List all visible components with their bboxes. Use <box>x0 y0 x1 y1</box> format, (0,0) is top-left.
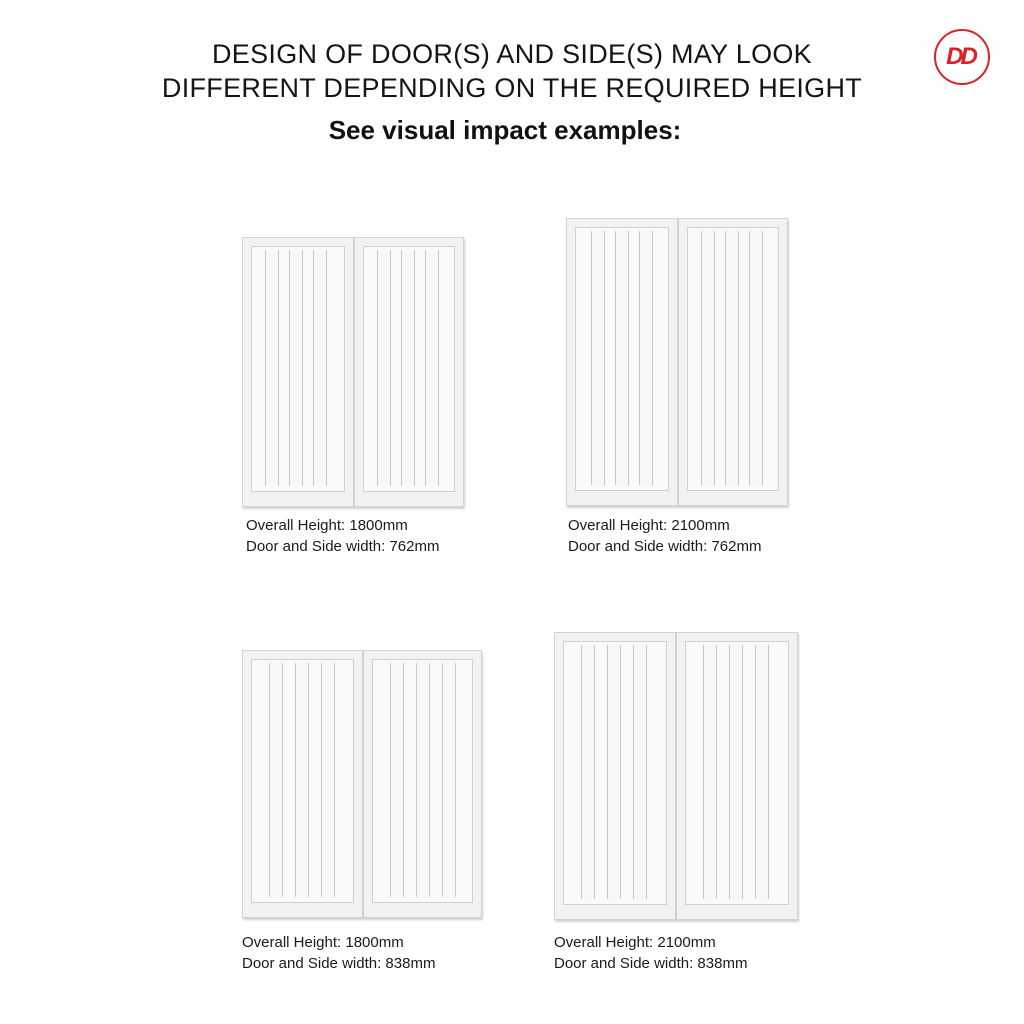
glazing-bar <box>313 250 327 486</box>
glazing-bar <box>755 645 769 899</box>
glazing-bar <box>749 231 763 485</box>
glazing-bar <box>615 231 629 485</box>
side-panel <box>678 218 788 506</box>
door-panel <box>242 237 354 507</box>
glazing-bar <box>265 250 279 486</box>
width-label: Door and Side width: 838mm <box>242 955 436 972</box>
logo-text: DD <box>946 43 975 70</box>
door-set-1800-762 <box>242 237 464 507</box>
glazing-bar <box>425 250 439 486</box>
glazing-bar <box>639 231 653 485</box>
brand-logo <box>934 29 990 85</box>
glazing-bar <box>321 663 335 897</box>
width-label: Door and Side width: 838mm <box>554 955 748 972</box>
glazing-bar <box>725 231 739 485</box>
side-panel <box>363 650 482 918</box>
door-set-2100-838 <box>554 632 798 920</box>
glazing-bar <box>390 663 404 897</box>
glazing-bar <box>633 645 647 899</box>
headline-line-1: DESIGN OF DOOR(S) AND SIDE(S) MAY LOOK <box>212 39 812 69</box>
width-label: Door and Side width: 762mm <box>568 538 762 555</box>
door-set-1800-838 <box>242 650 482 918</box>
glazing-bar <box>591 231 605 485</box>
door-set-2100-762 <box>566 218 788 506</box>
door-panel <box>554 632 676 920</box>
glazing-bar <box>289 250 303 486</box>
glazing-bar <box>442 663 456 897</box>
headline-line-2: DIFFERENT DEPENDING ON THE REQUIRED HEIGHT <box>161 73 863 103</box>
side-panel <box>354 237 464 507</box>
height-label: Overall Height: 2100mm <box>568 517 730 534</box>
side-panel <box>676 632 798 920</box>
subtitle: See visual impact examples: <box>328 115 682 145</box>
glazing-bar <box>607 645 621 899</box>
example-caption-4 <box>554 932 747 974</box>
glazing-bar <box>295 663 309 897</box>
example-caption-2 <box>568 515 761 557</box>
height-label: Overall Height: 1800mm <box>242 934 404 951</box>
glazing-bar <box>401 250 415 486</box>
glazing-bar <box>416 663 430 897</box>
example-caption-1 <box>246 515 439 557</box>
glazing-bar <box>377 250 391 486</box>
glazing-bar <box>729 645 743 899</box>
width-label: Door and Side width: 762mm <box>246 538 440 555</box>
glazing-bar <box>269 663 283 897</box>
example-caption-3 <box>242 932 435 974</box>
door-panel <box>566 218 678 506</box>
door-panel <box>242 650 363 918</box>
height-label: Overall Height: 1800mm <box>246 517 408 534</box>
glazing-bar <box>703 645 717 899</box>
glazing-bar <box>701 231 715 485</box>
height-label: Overall Height: 2100mm <box>554 934 716 951</box>
glazing-bar <box>581 645 595 899</box>
